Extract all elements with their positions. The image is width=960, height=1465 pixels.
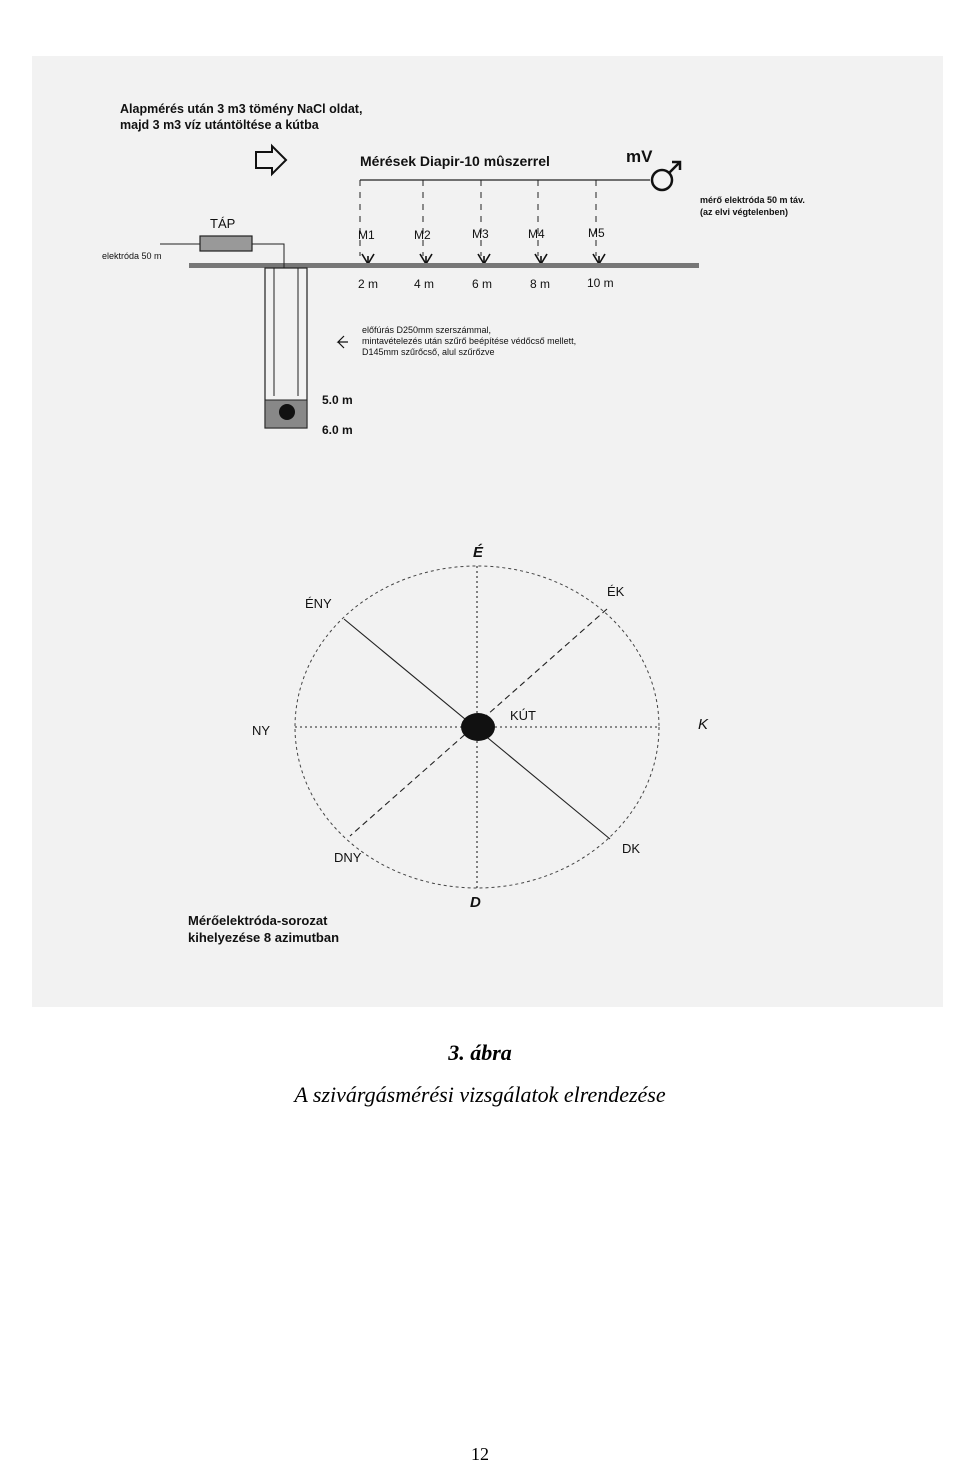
power-label: TÁP: [210, 216, 236, 231]
electrode-M5-label: M5: [588, 226, 605, 240]
mv-label: mV: [626, 147, 653, 166]
power-supply-box: [200, 236, 252, 251]
note-top-line1: Alapmérés után 3 m3 tömény NaCl oldat,: [120, 102, 363, 116]
borehole: [265, 268, 307, 428]
borehole-note-line3: D145mm szűrőcső, alul szűrőzve: [362, 347, 495, 357]
borehole-note-line2: mintavételezés után szűrő beépítése védőcső mellett,: [362, 336, 577, 346]
far-electrode-note-line2: (az elvi végtelenben): [700, 207, 789, 217]
azimuth-note-line1: Mérőelektróda-sorozat: [188, 913, 328, 928]
well-marker: [461, 713, 495, 741]
distance-8m: 8 m: [530, 277, 551, 291]
note-top-line2: majd 3 m3 víz utántöltése a kútba: [120, 118, 319, 132]
dir-south-label: D: [470, 894, 481, 911]
ground-line: [189, 263, 699, 268]
voltmeter-icon: [652, 162, 680, 190]
figure-title: A szivárgásmérési vizsgálatok elrendezése: [294, 1082, 666, 1107]
dir-northeast-label: ÉK: [607, 584, 625, 599]
left-arrow-icon: [338, 336, 348, 348]
figure-number: 3. ábra: [448, 1040, 512, 1065]
distance-4m: 4 m: [414, 277, 435, 291]
electrode-M2-label: M2: [414, 228, 431, 242]
electrode-wires: [360, 180, 596, 256]
dir-west-label: NY: [252, 723, 271, 738]
dir-southeast-label: DK: [622, 841, 641, 856]
down-arrow-icon: [256, 146, 286, 174]
instrument-label: Mérések Diapir-10 mûszerrel: [360, 153, 550, 169]
dir-northwest-label: ÉNY: [305, 596, 332, 611]
far-electrode-note-line1: mérő elektróda 50 m táv.: [700, 195, 805, 205]
depth-6m: 6.0 m: [322, 423, 353, 437]
dir-north-label: É: [473, 544, 484, 561]
electrode-M4-label: M4: [528, 227, 545, 241]
distance-6m: 6 m: [472, 277, 493, 291]
diagram-svg: [32, 56, 943, 1007]
azimuth-note-line2: kihelyezése 8 azimutban: [188, 930, 340, 945]
depth-5m: 5.0 m: [322, 393, 353, 407]
electrode-M1-label: M1: [358, 228, 375, 242]
well-label: KÚT: [510, 708, 536, 723]
page-number: 12: [471, 1444, 489, 1464]
electrode-left-label: elektróda 50 m: [102, 251, 162, 261]
electrode-M3-label: M3: [472, 227, 489, 241]
distance-2m: 2 m: [358, 277, 379, 291]
borehole-note-line1: előfúrás D250mm szerszámmal,: [362, 325, 492, 335]
distance-10m: 10 m: [587, 276, 614, 290]
scanned-figure: [32, 56, 943, 1007]
dir-east-label: K: [698, 716, 709, 733]
dir-southwest-label: DNY: [334, 850, 362, 865]
